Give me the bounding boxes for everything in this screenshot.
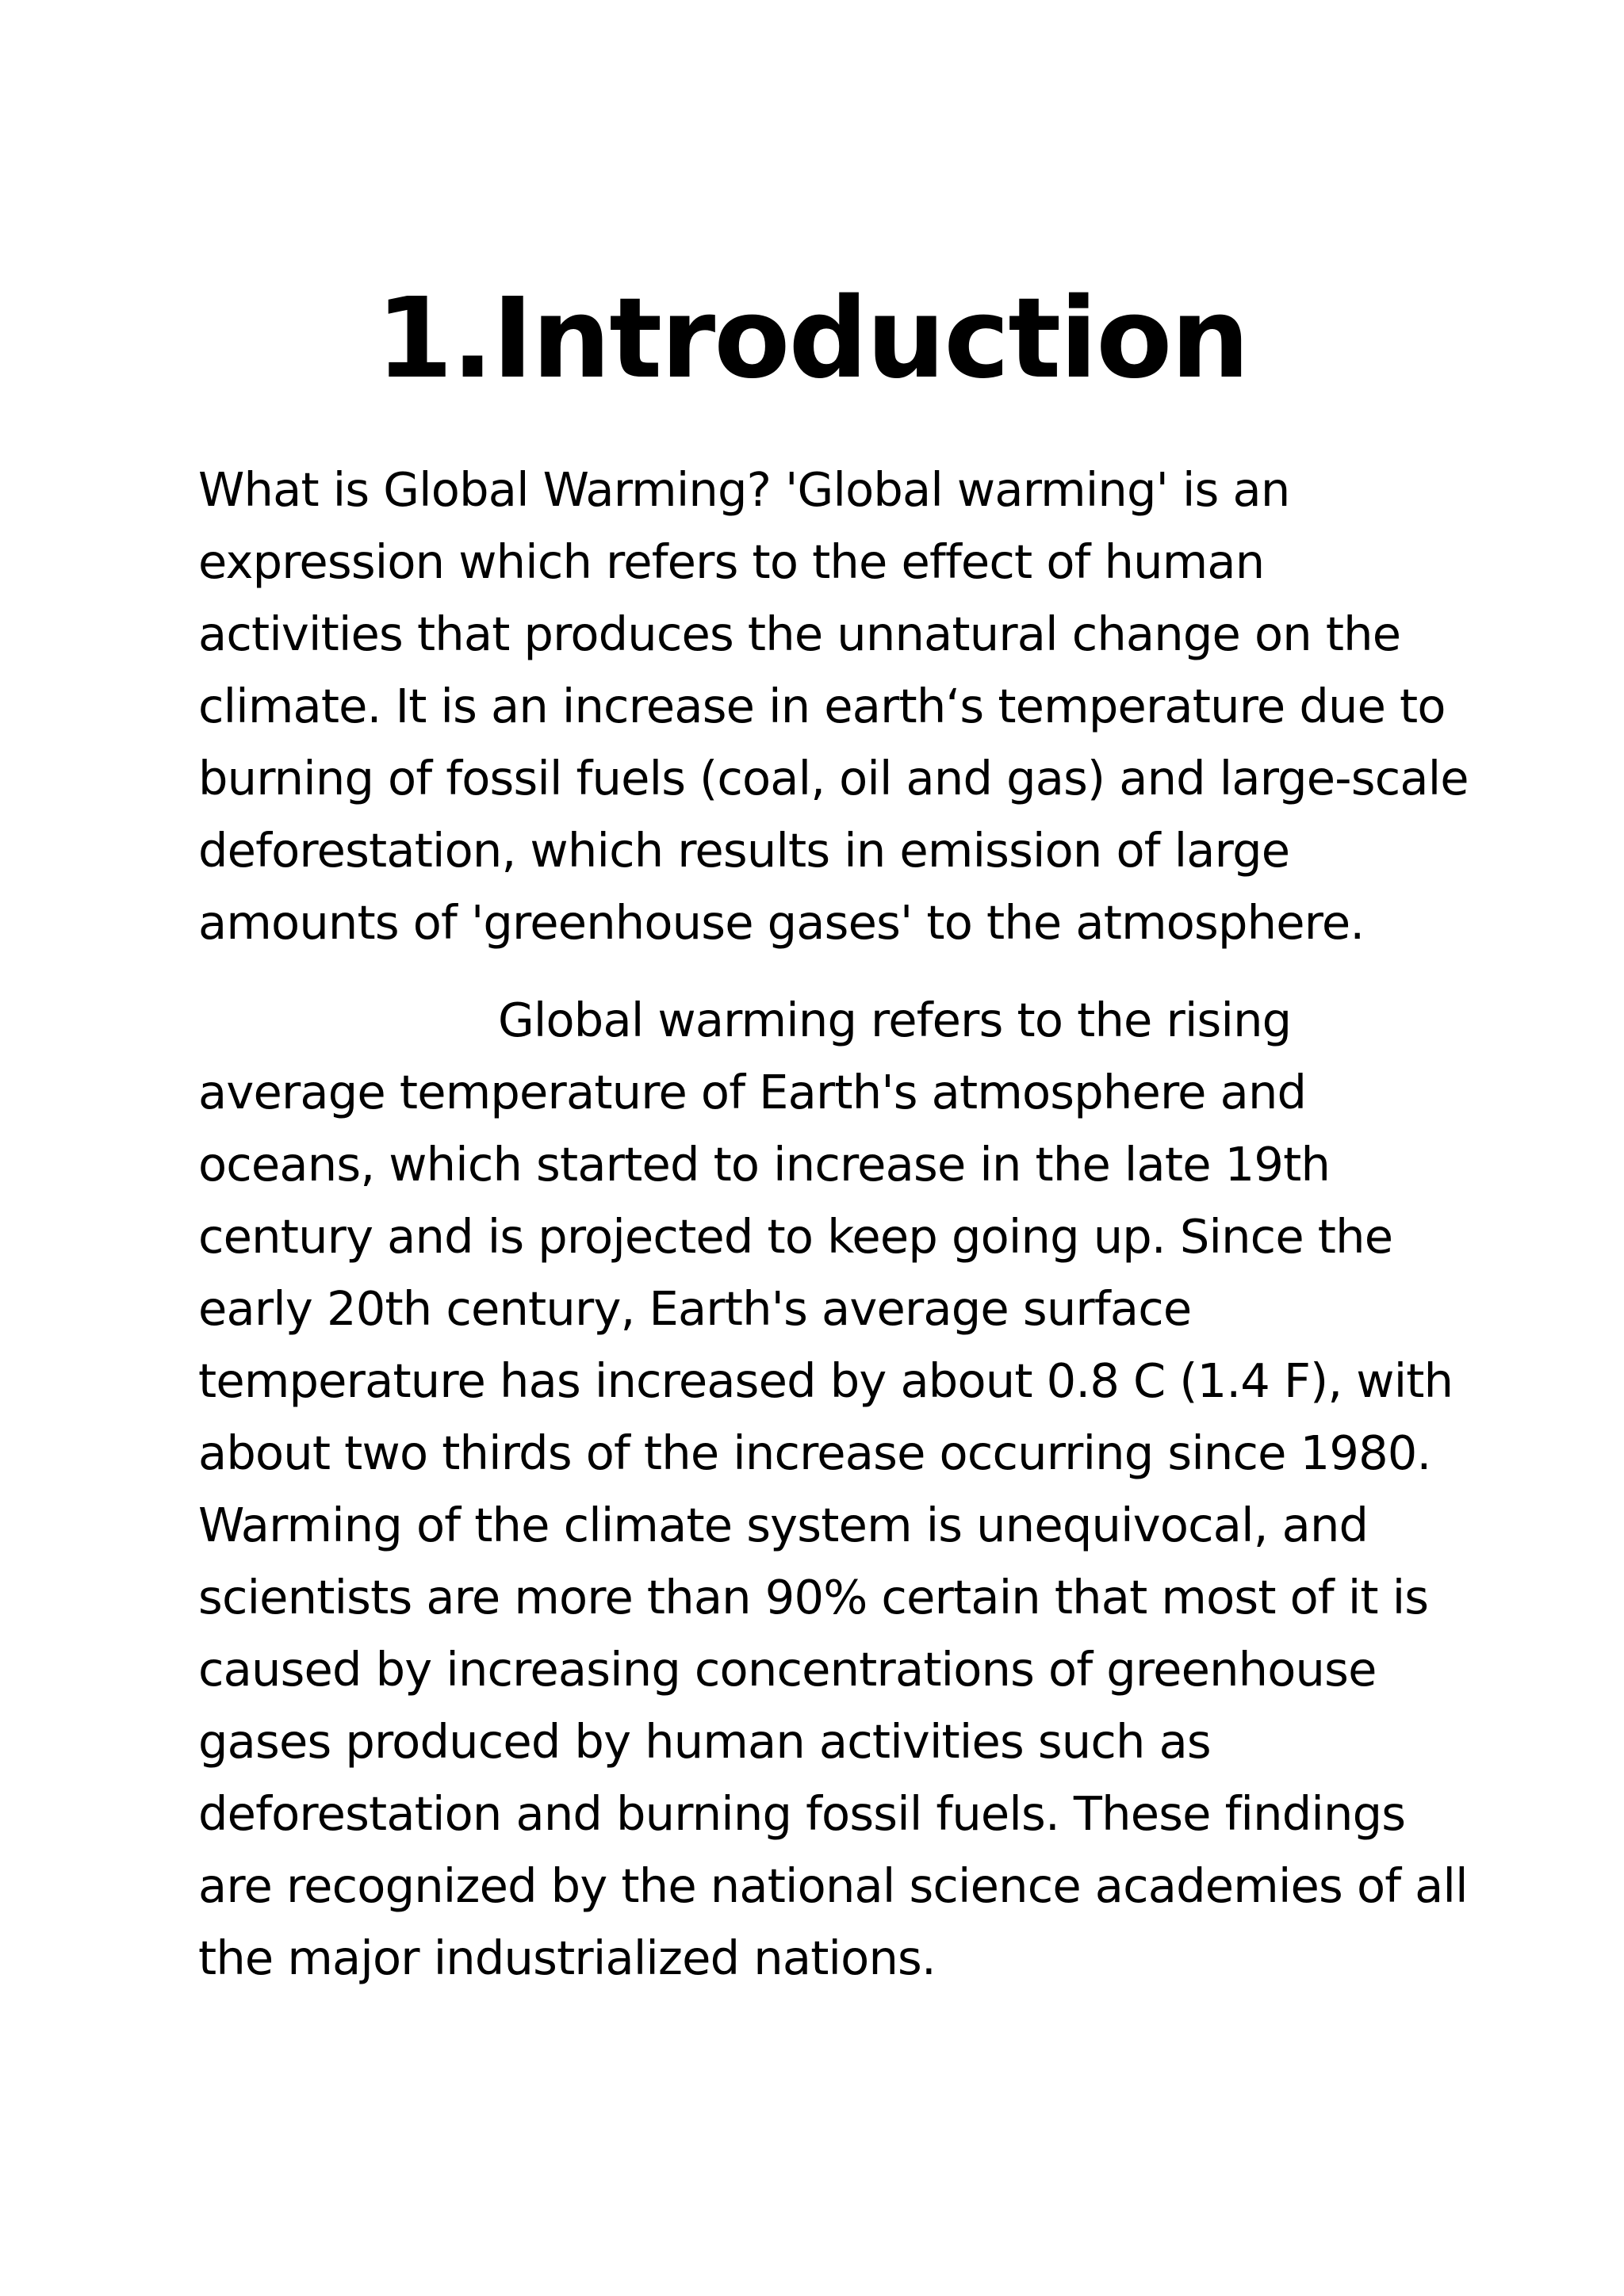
paragraph-intro xyxy=(198,453,1469,959)
paragraph-line: gases produced by human activities such as xyxy=(198,1714,1211,1769)
paragraph-line: What is Global Warming? 'Global warming' is an xyxy=(198,462,1290,517)
paragraph-line: amounts of 'greenhouse gases' to the atmosphere. xyxy=(198,895,1365,950)
paragraph-line: average temperature of Earth's atmosphere and xyxy=(198,1065,1307,1119)
paragraph-line: deforestation, which results in emission of large xyxy=(198,823,1290,878)
paragraph-line: early 20th century, Earth's average surface xyxy=(198,1281,1192,1336)
paragraph-line: Global warming refers to the rising xyxy=(498,993,1292,1047)
paragraph-line: the major industrialized nations. xyxy=(198,1931,936,1985)
paragraph-line: about two thirds of the increase occurring since 1980. xyxy=(198,1425,1431,1480)
paragraph-line: expression which refers to the effect of human xyxy=(198,534,1265,589)
paragraph-line: temperature has increased by about 0.8 C (1.4 F), with xyxy=(198,1353,1454,1408)
paragraph-line: activities that produces the unnatural change on the xyxy=(198,607,1401,661)
paragraph-line: scientists are more than 90% certain that most of it is xyxy=(198,1570,1429,1624)
paragraph-line: deforestation and burning fossil fuels. These findings xyxy=(198,1786,1406,1841)
paragraph-line: burning of fossil fuels (coal, oil and gas) and large-scale xyxy=(198,751,1469,806)
paragraph-line: climate. It is an increase in earth‘s temperature due to xyxy=(198,679,1446,733)
paragraph-global-warming xyxy=(198,984,1468,1994)
paragraph-line: Warming of the climate system is unequivocal, and xyxy=(198,1498,1369,1552)
paragraph-line: oceans, which started to increase in the late 19th xyxy=(198,1137,1331,1192)
page-title: 1.Introduction xyxy=(375,274,1249,404)
paragraph-line: are recognized by the national science academies of all xyxy=(198,1858,1468,1913)
paragraph-line: caused by increasing concentrations of greenhouse xyxy=(198,1642,1377,1697)
paragraph-line: century and is projected to keep going up. Since the xyxy=(198,1209,1393,1264)
